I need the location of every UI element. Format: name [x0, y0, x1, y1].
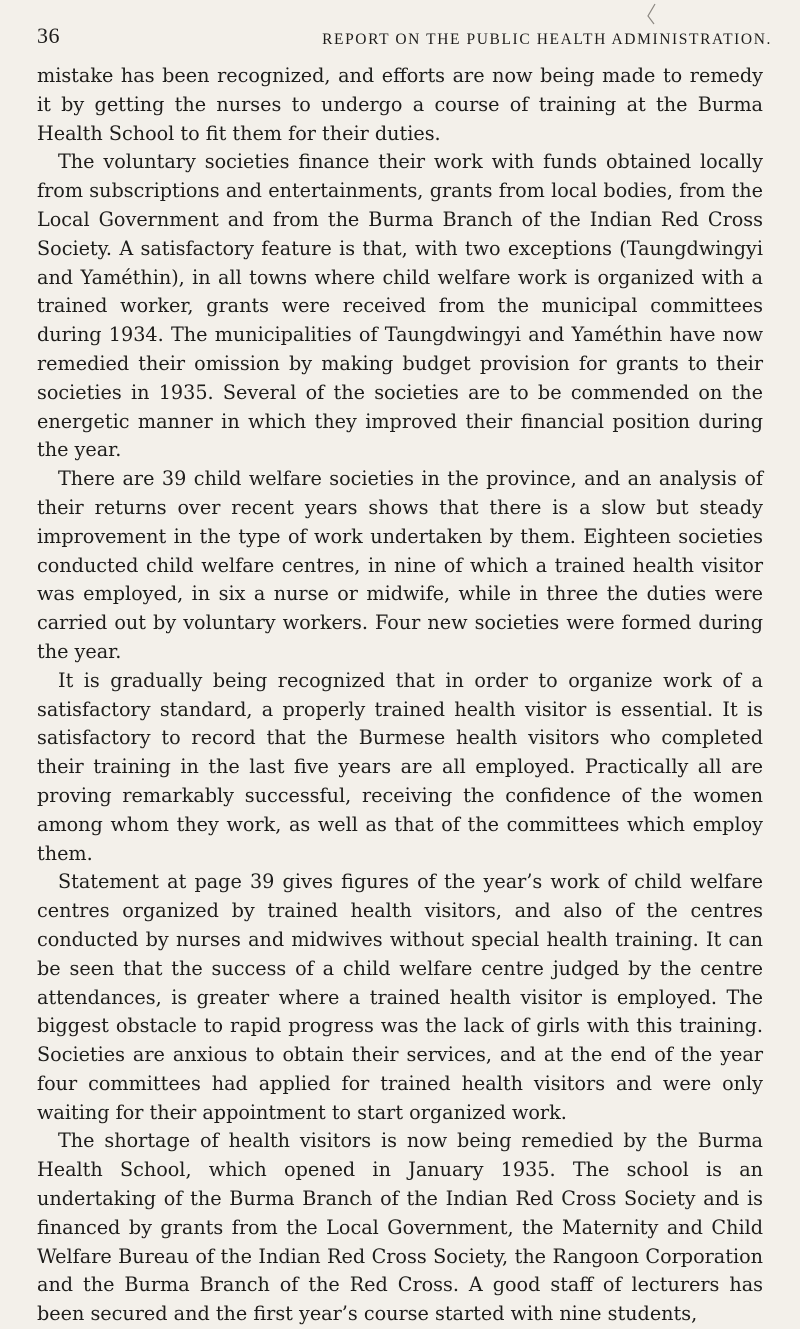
paragraph-health-visitors: It is gradually being recognized that in order to organize work of a satisfactory standard, a properly trained health visitor is essential. It is satisfactory to record that the Burmese health visitors who completed their training in the last five years are all employed. Practically all are proving remarkably successful, receiving the confidence of the women among whom they work, as well as that of the committees which employ them.: [37, 668, 763, 865]
paragraph-continuation: mistake has been recognized, and efforts are now being made to remedy it by getting the nurses to undergo a course of training at the Burma Health School to fit them for their duties.: [37, 64, 763, 145]
page-header: [37, 19, 772, 49]
paragraph-health-school: The shortage of health visitors is now being remedied by the Burma Health School, which opened in January 1935. The school is an undertaking of the Burma Branch of the Indian Red Cross Society and is financed by grants from the Local Government, the Maternity and Child Welfare Bureau of the Indian Red Cross Society, the Rangoon Corporation and the Burma Branch of the Red Cross. A good staff of lecturers has been secured and the first year’s course started with nine students,: [37, 1129, 763, 1326]
paragraph-statement: Statement at page 39 gives figures of the year’s work of child welfare centres organized by trained health visitors, and also of the centres conducted by nurses and midwives without special health training. It can be seen that the success of a child welfare centre judged by the centre attendances, is greater where a trained health visitor is employed. The biggest obstacle to rapid progress was the lack of girls with this training. Societies are anxious to obtain their services, and at the end of the year four committees had applied for trained health visitors and were only waiting for their appointment to start organized work.: [37, 870, 763, 1124]
running-head: REPORT ON THE PUBLIC HEALTH ADMINISTRATION.: [322, 31, 772, 48]
paragraph-funding: The voluntary societies finance their work with funds obtained locally from subscriptions and entertainments, grants from local bodies, from the Local Government and from the Burma Branch of the Indian Red Cross Society. A satisfactory feature is that, with two exceptions (Taungdwingyi and Yaméthin), in all towns where child welfare work is organized with a trained worker, grants were received from the municipal committees during 1934. The municipalities of Taungdwingyi and Yaméthin have now remedied their omission by making budget provision for grants to their societies in 1935. Several of the societies are to be commended on the energetic manner in which they improved their financial position during the year.: [37, 150, 763, 462]
paragraph-societies: There are 39 child welfare societies in the province, and an analysis of their returns over recent years shows that there is a slow but steady improvement in the type of work undertaken by them. Eighteen societies conducted child welfare centres, in nine of which a trained health visitor was employed, in six a nurse or midwife, while in three the duties were carried out by voluntary workers. Four new societies were formed during the year.: [37, 467, 763, 663]
body-text: [37, 62, 763, 1329]
page-number: 36: [37, 23, 60, 48]
